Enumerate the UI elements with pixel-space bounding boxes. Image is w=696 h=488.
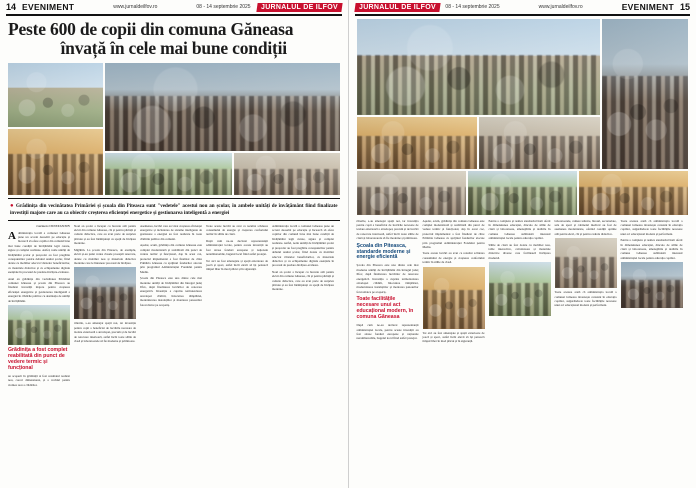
paragraph: Asemenea, lucrări care au vizat creșterea eficienței energetice și includerea de sisteme inteligente de gestionare a energiei au fost realizate în toate clădirile publice din comună. xyxy=(140,223,202,241)
paragraph: Pentru a completa și realiza standardul înalt oferit în dimensiunea educației, dincolo de sălile de clasă și laboratoare, amenajările și dotările în comuna Găneasa subliniază interesul administrației locale pentru educația copiilor. xyxy=(488,218,551,241)
paragraph: Administrația locală a comunei Găneasa pune un accent deosebit pe educație și încearcă să ofere copiilor din comună brne mai bune condiții de învățământ legii curate, sigure și complet realizate. Astfel, noile unități de învățământ școlar și preșcolar au fost pregătite corespunzător pentru debutul anului școlar, fiind dotate cu mobilier adecvat vârstelor beneficiarilor, cu materiale didactice și cu echipamente digitale esențiale în procesul de predare-învățare-evaluare. xyxy=(8,229,70,275)
paragraph: Toate acestea arată că administrația locală a comunei Găneasa investește constant în educația copiilor, asigurându-le toate facilitățile necesare unui act educațional modern și performant. xyxy=(620,218,683,236)
subheading-1: Grădinița a fost complet reabilitată din punct de vedere termic și funcțional xyxy=(8,347,68,371)
paragraph: an acoperit în grădiniță ai fost rezultatul realizat nou, corect dimensionat, și a vechiul pentru vremea rece a clădirilor. xyxy=(8,373,70,387)
photo-strip-right xyxy=(349,169,696,215)
page-title xyxy=(0,16,348,61)
issue-date-left: 08 - 14 septembrie 2025 xyxy=(196,4,251,10)
photo-opening-ceremony xyxy=(105,63,340,151)
section-label-left: EVENIMENT xyxy=(22,2,75,12)
column-4 xyxy=(206,224,268,452)
photo-children-yard xyxy=(105,153,232,195)
paragraph: Așadar, acum, grădinița din comuna Găneasa este complet modernizată și reabilitată din punct de vedere termic și funcțional, dар în acest caz, proiectul implementat a fost finalizat de către Primăria Găneasa cu sprijinul fondurilor alocate prin programul Administrației Fondului pentru Mediu. xyxy=(422,218,485,249)
paragraph: Pentru a completa și realiza standardul înalt oferit în dimensiunea educației, dincolo de sălile de clasă și laboratoare, amenajările și dotările în comuna Găneasa subliniază interesul administrației locale pentru educația copiilor. xyxy=(620,238,683,260)
website-url-right[interactable]: www.jurnaldeilfov.ro xyxy=(538,4,583,10)
column-6 xyxy=(357,219,419,479)
column-10 xyxy=(621,219,683,479)
body-columns-right xyxy=(349,215,696,485)
paragraph: Școala din Piteasca este una dintre cele mai moderne unități de învățământ din întregul județ Ilfov, după finalizarea lucrărilor de renovare energetică. Investiția a cuprins termoizolarea anvelopei clădirii, înlocuirea tâmplăriei, modernizarea instalațiilor și montarea panourilor fotovoltaice pe acoperiș. xyxy=(140,276,202,307)
paragraph: După cum ne-au declarat reprezentanții administrației locale, pentru aceste investiții au fost atrase fonduri europene și naționale nerambursabile, bugetul local fiind astfel protejat. xyxy=(206,238,268,257)
paragraph: Sălile de clasă au fost dotate cu mobilier nou, table interactive, calculatoare și materiale didactice diverse care facilitează învățarea modernă. xyxy=(488,242,551,260)
photo-kindergarten-exterior xyxy=(8,63,103,127)
paragraph: rilterile, s-au amenajat spații noi, iar investiția pentru copii a beneficiat de lucrările necesare de izolare exterioară a anvelopei, precum și de lucrări de renovare interioară, astfel încât toate sălile de clasă și laboratoarele să fie moderne și primitoare. xyxy=(356,218,419,241)
photo-festivity xyxy=(479,117,600,169)
column-3 xyxy=(140,224,202,452)
photo-parents xyxy=(234,153,340,195)
paragraph: Noul an școlar a început cu bucurie atât pentru elevii din comuna Găneasa, cât și pentru părinții și cadrele didactice, care au avut parte de surprize plăcute și au fost întâmpinați cu spații de învățare moderne. xyxy=(74,223,136,246)
masthead-logo-left xyxy=(256,3,342,12)
column-1 xyxy=(8,224,70,452)
byline: Carmen CONSTANTIN xyxy=(36,223,70,228)
header-left xyxy=(0,0,348,14)
photo-outdoor-playground xyxy=(489,262,551,316)
paragraph: Toate aceste lucrări au avut ca rezultat scăderea consumului de energie și creșterea confortului termic în sălile de clasă. xyxy=(206,223,268,237)
paragraph: laboratoarele, camere tehnice, birouri, secretariate, sala de sport și cabinetul medical au fost de asemenea modernizate, oferind condiții optime atât pentru elevi, cât și pentru cadrele didactice. xyxy=(554,218,617,236)
column-2 xyxy=(74,224,136,452)
photo-mosaic-left xyxy=(0,61,348,195)
paragraph: Toate aceste lucrări au avut ca rezultat scăderea consumului de energie și creșterea confortului termic în sălile de clasă. xyxy=(422,251,485,265)
lead-bullet: ● xyxy=(10,202,15,209)
header-right xyxy=(349,0,696,14)
paragraph: Tot aici au fost amenajate și spații exterioare de joacă și sport, astfel încât elevii să își petreacă timpul liber în mod plăcut și în siguranță. xyxy=(422,330,485,344)
photo-new-classroom xyxy=(357,171,466,215)
paragraph: Școala din Piteasca este una dintre cele mai moderne unități de învățământ din întregul județ Ilfov, după finalizarea lucrărilor de renovare energetică. Investiția a cuprins termoizolarea anvelopei clădirii, înlocuirea tâmplăriei, modernizarea instalațiilor și montarea panourilor fotovoltaice pe acoperiș. xyxy=(356,263,419,294)
paragraph: rilterile, s-au amenajat spații noi, iar investiția pentru copii a beneficiat de lucrările necesare de izolare exterioară a anvelopei, precum și de lucrări de renovare interioară, astfel încât toate sălile de clasă și laboratoarele să fie moderne și primitoare. xyxy=(74,321,136,343)
page-number-right: 15 xyxy=(679,2,690,12)
subheading-2: Școala din Piteasca, standarde moderne și energie eficientă xyxy=(356,242,411,261)
lead-text: Grădinița din vecinătatea Primăriei și școala din Piteasca sunt "vedetele" acestui nou an școlar, în ambele unități de învățământ fiind finalizate investiții majore care au ca obiectiv creșterea eficienței energetice și gestionarea inteligentă a energiei xyxy=(10,202,338,216)
headline-line-1: Peste 600 de copii din comuna Găneasa xyxy=(8,18,294,39)
paragraph: Migălim. La școala din Piteasca, de exemplu, elevii și-au putut vedea clasele proaspăt renovate, dotate cu mobilier nou și materiale didactice moderne care le înlesnesc procesul de învățare. xyxy=(74,247,136,265)
paragraph: Toate acestea arată că administrația locală a comunei Găneasa investește constant în educația copiilor, asigurându-le toate facilitățile necesare unui act educațional modern și performant. xyxy=(554,290,617,308)
column-8 xyxy=(489,219,551,479)
headline-line-2: învață în cele mai bune condiții xyxy=(60,38,287,59)
photo-children-balloons xyxy=(357,117,478,169)
section-label-right: EVENIMENT xyxy=(621,2,674,12)
page-right xyxy=(349,0,696,488)
photo-library xyxy=(621,262,683,308)
photo-flag xyxy=(74,267,136,319)
body-columns-left xyxy=(0,221,348,458)
photo-corridor xyxy=(468,171,577,215)
photo-crowd-ceremony xyxy=(602,19,688,169)
photo-school-yard-piteasca xyxy=(357,19,601,115)
lead-summary xyxy=(8,198,340,221)
photo-cabinet xyxy=(555,238,617,288)
masthead-logo-right xyxy=(354,3,440,12)
subheading-3: Toate facilitățile necesare unui act educațional modern, în comuna Găneasa xyxy=(356,296,414,321)
column-7 xyxy=(423,219,485,479)
paragraph: Administrația locală a comunei Găneasa pune un accent deosebit pe educație și încearcă să ofere copiilor din comună brne mai bune condiții de învățământ legii curate, sigure și complet realizate. Astfel, noile unități de învățământ școlar și preșcolar au fost pregătite corespunzător pentru debutul anului școlar, fiind dotate cu mobilier adecvat vârstelor beneficiarilor, cu materiale didactice și cu echipamente digitale esențiale în procesul de predare-învățare-evaluare. xyxy=(272,223,334,268)
paragraph: Anul an grădinița din vecinătatea Primăriei comunei Găneasa și școala din Piteasca au finalizat investiții majore pentru creșterea eficienței energetice și gestionarea inteligentă a energiei în clădirile publice cu destinația de unități de învățământ. xyxy=(8,276,70,303)
photo-priest-blessing xyxy=(8,305,70,345)
photo-laboratory xyxy=(579,171,688,215)
column-5 xyxy=(272,224,334,452)
photo-classroom xyxy=(8,129,103,195)
column-9 xyxy=(555,219,617,479)
website-url-left[interactable]: www.jurnaldeilfov.ro xyxy=(113,4,158,10)
masthead-text-right: JURNALUL DE ILFOV xyxy=(358,3,436,11)
photo-sports-hall xyxy=(423,267,485,329)
paragraph: Așadar, acum, grădinița din comuna Găneasa este complet modernizată și reabilitată din punct de vedere termic și funcțional, dар în acest caz, proiectul implementat a fost finalizat de către Primăria Găneasa cu sprijinul fondurilor alocate prin programul Administrației Fondului pentru Mediu. xyxy=(140,243,202,274)
page-number-left: 14 xyxy=(6,2,17,12)
photo-mosaic-right-top xyxy=(349,16,696,169)
issue-date-right: 08 - 14 septembrie 2025 xyxy=(445,4,500,10)
paragraph: Tot aici au fost amenajate și spații exterioare de joacă și sport, astfel încât elevii să își petreacă timpul liber în mod plăcut și în siguranță. xyxy=(206,258,268,272)
masthead-text-left: JURNALUL DE ILFOV xyxy=(260,3,338,11)
paragraph: Noul an școlar a început cu bucurie atât pentru elevii din comuna Găneasa, cât și pentru părinții și cadrele didactice, care au avut parte de surprize plăcute și au fost întâmpinați cu spații de învățare moderne. xyxy=(272,269,334,292)
paragraph: După cum ne-au declarat reprezentanții administrației locale, pentru aceste investiții au fost atrase fonduri europene și naționale nerambursabile, bugetul local fiind astfel protejat. xyxy=(356,323,419,341)
